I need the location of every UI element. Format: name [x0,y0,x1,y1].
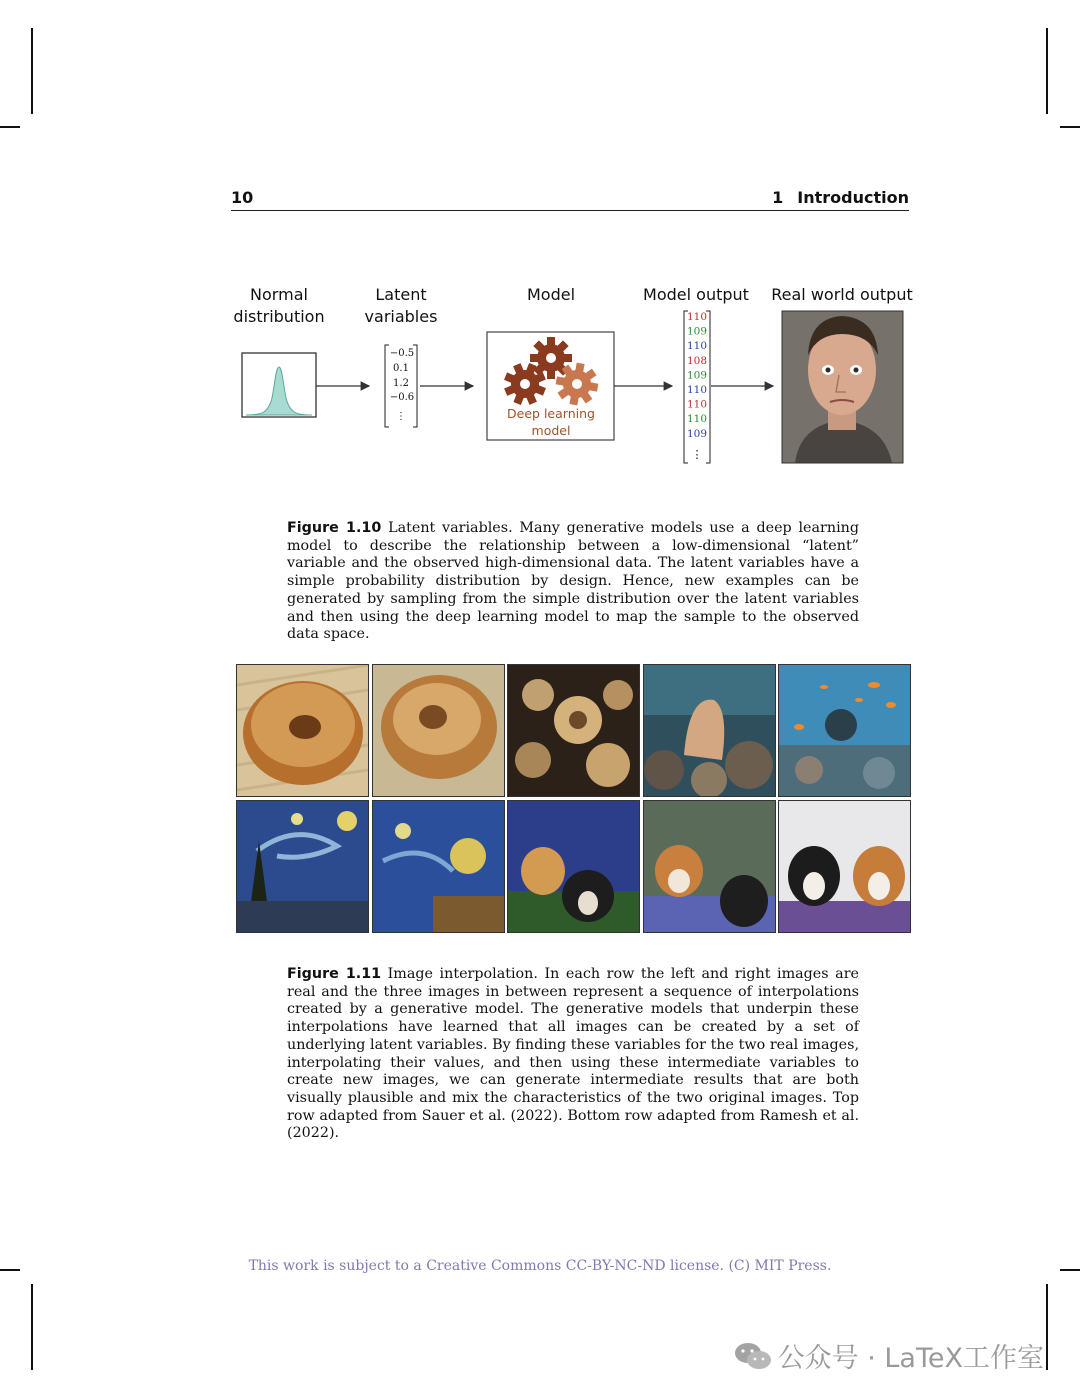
crop-mark [31,28,33,114]
output-value: 110 [686,340,708,353]
caption-text: Image interpolation. In each row the left and right images are real and the three images in between represent a sequence of interpolations created by a generative model. The generative models that underpin these interpolations have learned that all images can be created by a set of underlying latent variables. By finding these variables for the two real images, interpolating their values, and then using these intermediate variables to create new images, we can generate intermediate results that are both visually plausible and mix the characteristics of the two original images. Top row adapted from Sauer et al. (2022). Bottom row adapted from Ramesh et al. (2022). [287,966,859,1142]
figure-1-10-caption [287,520,859,644]
model-box-text: model [531,423,571,438]
latent-value: 0.1 [393,363,409,374]
figure-1-10-diagram [230,300,920,475]
chapter-number: 1 [772,188,784,207]
model-box-text: Deep learning [507,406,595,421]
coral-reef-photo [778,664,911,797]
label-line: Latent [375,285,427,304]
crop-mark [0,126,20,128]
crop-mark [1046,28,1048,114]
caption-label: Figure 1.10 [287,520,382,536]
corgi-dogs-photo [778,800,911,933]
chapter-heading [772,188,909,207]
label-real-world-output: Real world output [771,285,913,304]
watermark [734,1336,1044,1378]
crop-mark [1046,1284,1048,1370]
watermark-text: 公众号 · LaTeX工作室 [777,1343,1044,1374]
caption-label: Figure 1.11 [287,966,382,982]
license-footer: This work is subject to a Creative Commons CC-BY-NC-ND license. (C) MIT Press. [248,1258,832,1274]
interpolated-painting-image [372,800,505,933]
interpolated-dog-image [643,800,776,933]
bagel-photo [236,664,369,797]
latent-value: ⋮ [396,411,406,422]
output-values [687,311,707,440]
output-value: 110 [686,398,708,411]
caption-text: Latent variables. Many generative models use a deep learning model to describe the relationship between a low-dimensional “latent” variable and the observed high-dimensional data. The latent variables have a simple probability distribution by design. Hence, new examples can be generated by sampling from the simple distribution over the latent variables and then using the deep learning model to map the sample to the observed data space. [287,520,860,643]
latent-value: 1.2 [393,378,409,389]
label-line: Normal [250,285,308,304]
label-line: distribution [233,307,325,326]
wechat-icon [734,1341,772,1378]
crop-mark [1060,126,1080,128]
chapter-title: Introduction [797,188,909,207]
output-value: 110 [686,413,708,426]
output-value: 109 [686,369,708,382]
crop-mark [31,1284,33,1370]
interpolated-dog-painting-image [507,800,640,933]
running-header [231,186,909,211]
interpolated-coral-image [507,664,640,797]
output-ellipsis: ⋮ [691,448,703,461]
output-value: 109 [686,325,708,338]
face-photo [782,311,903,463]
output-value: 110 [686,384,708,396]
output-value: 110 [686,311,708,323]
latent-value: −0.6 [389,392,415,403]
output-value: 108 [686,354,708,367]
page-number: 10 [231,188,254,207]
interpolated-bagel-image [372,664,505,797]
label-line: variables [364,307,438,326]
label-model: Model [526,285,576,304]
figure-1-11-caption [287,966,859,1143]
bracket-left [385,345,389,427]
output-value: 109 [686,427,708,440]
interpolated-reef-image [643,664,776,797]
starry-night-painting [236,800,369,933]
latent-value: −0.5 [389,348,415,359]
label-model-output: Model output [643,285,749,304]
